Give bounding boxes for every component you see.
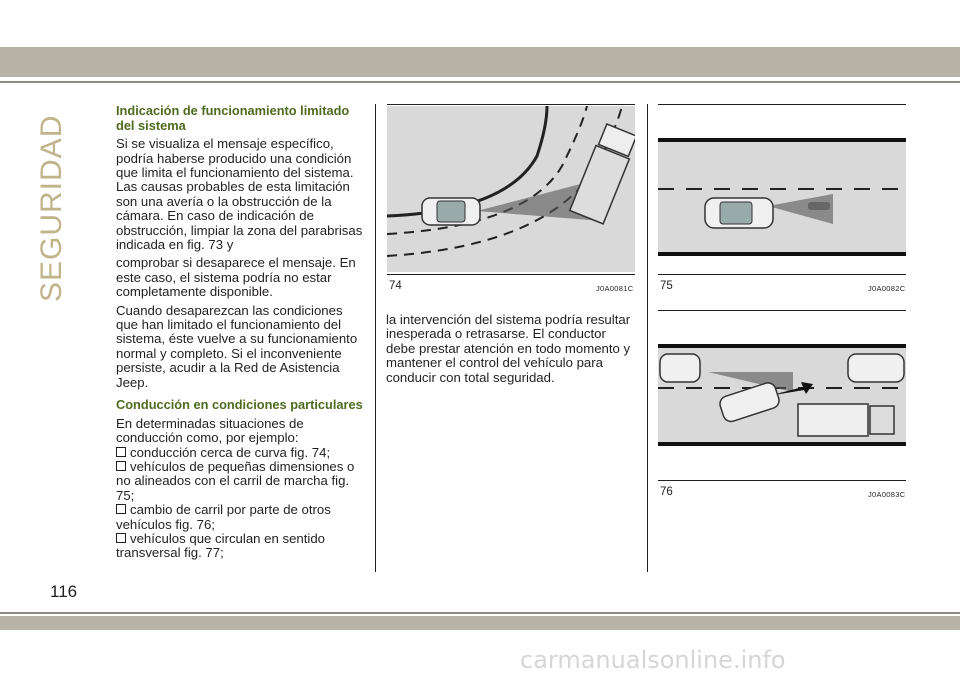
checkbox-bullet-icon [116,504,126,514]
watermark-text: carmanualsonline.info [520,646,786,674]
figure-74-image [387,106,635,272]
figure-number: 75 [660,280,673,292]
column-divider [647,104,648,572]
figure-rule [658,310,906,311]
figure-rule [658,104,906,105]
footer-rule [0,612,960,614]
paragraph-2: comprobar si desaparece el mensaje. En este caso, el sistema podría no estar completamente disponible. [116,255,356,300]
text-column-2 [386,313,636,389]
text-column-1 [116,104,364,561]
figure-rule [658,480,906,481]
figure-number: 76 [660,486,673,498]
list-item: conducción cerca de curva fig. 74; [116,446,364,460]
list-item: vehículos que circulan en sentido transversal fig. 77; [116,530,326,561]
paragraph-3: Cuando desaparezcan las condiciones que han limitado el funcionamiento del sistema, éste vuelve a su funcionamiento normal y completo. Si el inconveniente persiste, acudir a la Red de Asistencia Jeep. [116,302,358,390]
paragraph-1: Si se visualiza el mensaje específico, podría haberse producido una condición que limita el funcionamiento del sistema. Las causas probables de esta limitación son una avería o la obstrucción de la cámara. En caso de indicación de obstrucción, limpiar la zona del parabrisas indicada en fig. 73 y [116,136,363,253]
figure-code: J0A0082C [868,284,906,293]
list-item: vehículos de pequeñas dimensiones o no alineados con el carril de marcha fig. 75; [116,458,355,503]
figure-75-image [658,106,906,272]
footer-band [0,616,960,630]
figure-number: 74 [389,280,402,292]
figure-76-image [658,312,906,478]
page-number: 116 [50,582,78,601]
figure-code: J0A0083C [868,490,906,499]
figure-rule [387,274,635,275]
figure-code: J0A0081C [596,284,634,293]
heading-limited-operation: Indicación de funcionamiento limitado del sistema [116,103,350,133]
checkbox-bullet-icon [116,533,126,543]
checkbox-bullet-icon [116,461,126,471]
paragraph-4: En determinadas situaciones de conducción como, por ejemplo: [116,415,304,446]
figure-rule [387,104,635,105]
paragraph-continued: la intervención del sistema podría resultar inesperada o retrasarse. El conductor debe prestar atención en todo momento y mantener el control del vehículo para conducir con total seguridad. [386,312,631,385]
list-item: cambio de carril por parte de otros vehículos fig. 76; [116,502,331,532]
header-band [0,47,960,77]
section-tab: SEGURIDAD [35,114,68,302]
heading-particular-conditions: Conducción en condiciones particulares [116,397,363,413]
header-rule [0,81,960,83]
column-divider [375,104,376,572]
figure-rule [658,274,906,275]
checkbox-bullet-icon [116,447,126,457]
